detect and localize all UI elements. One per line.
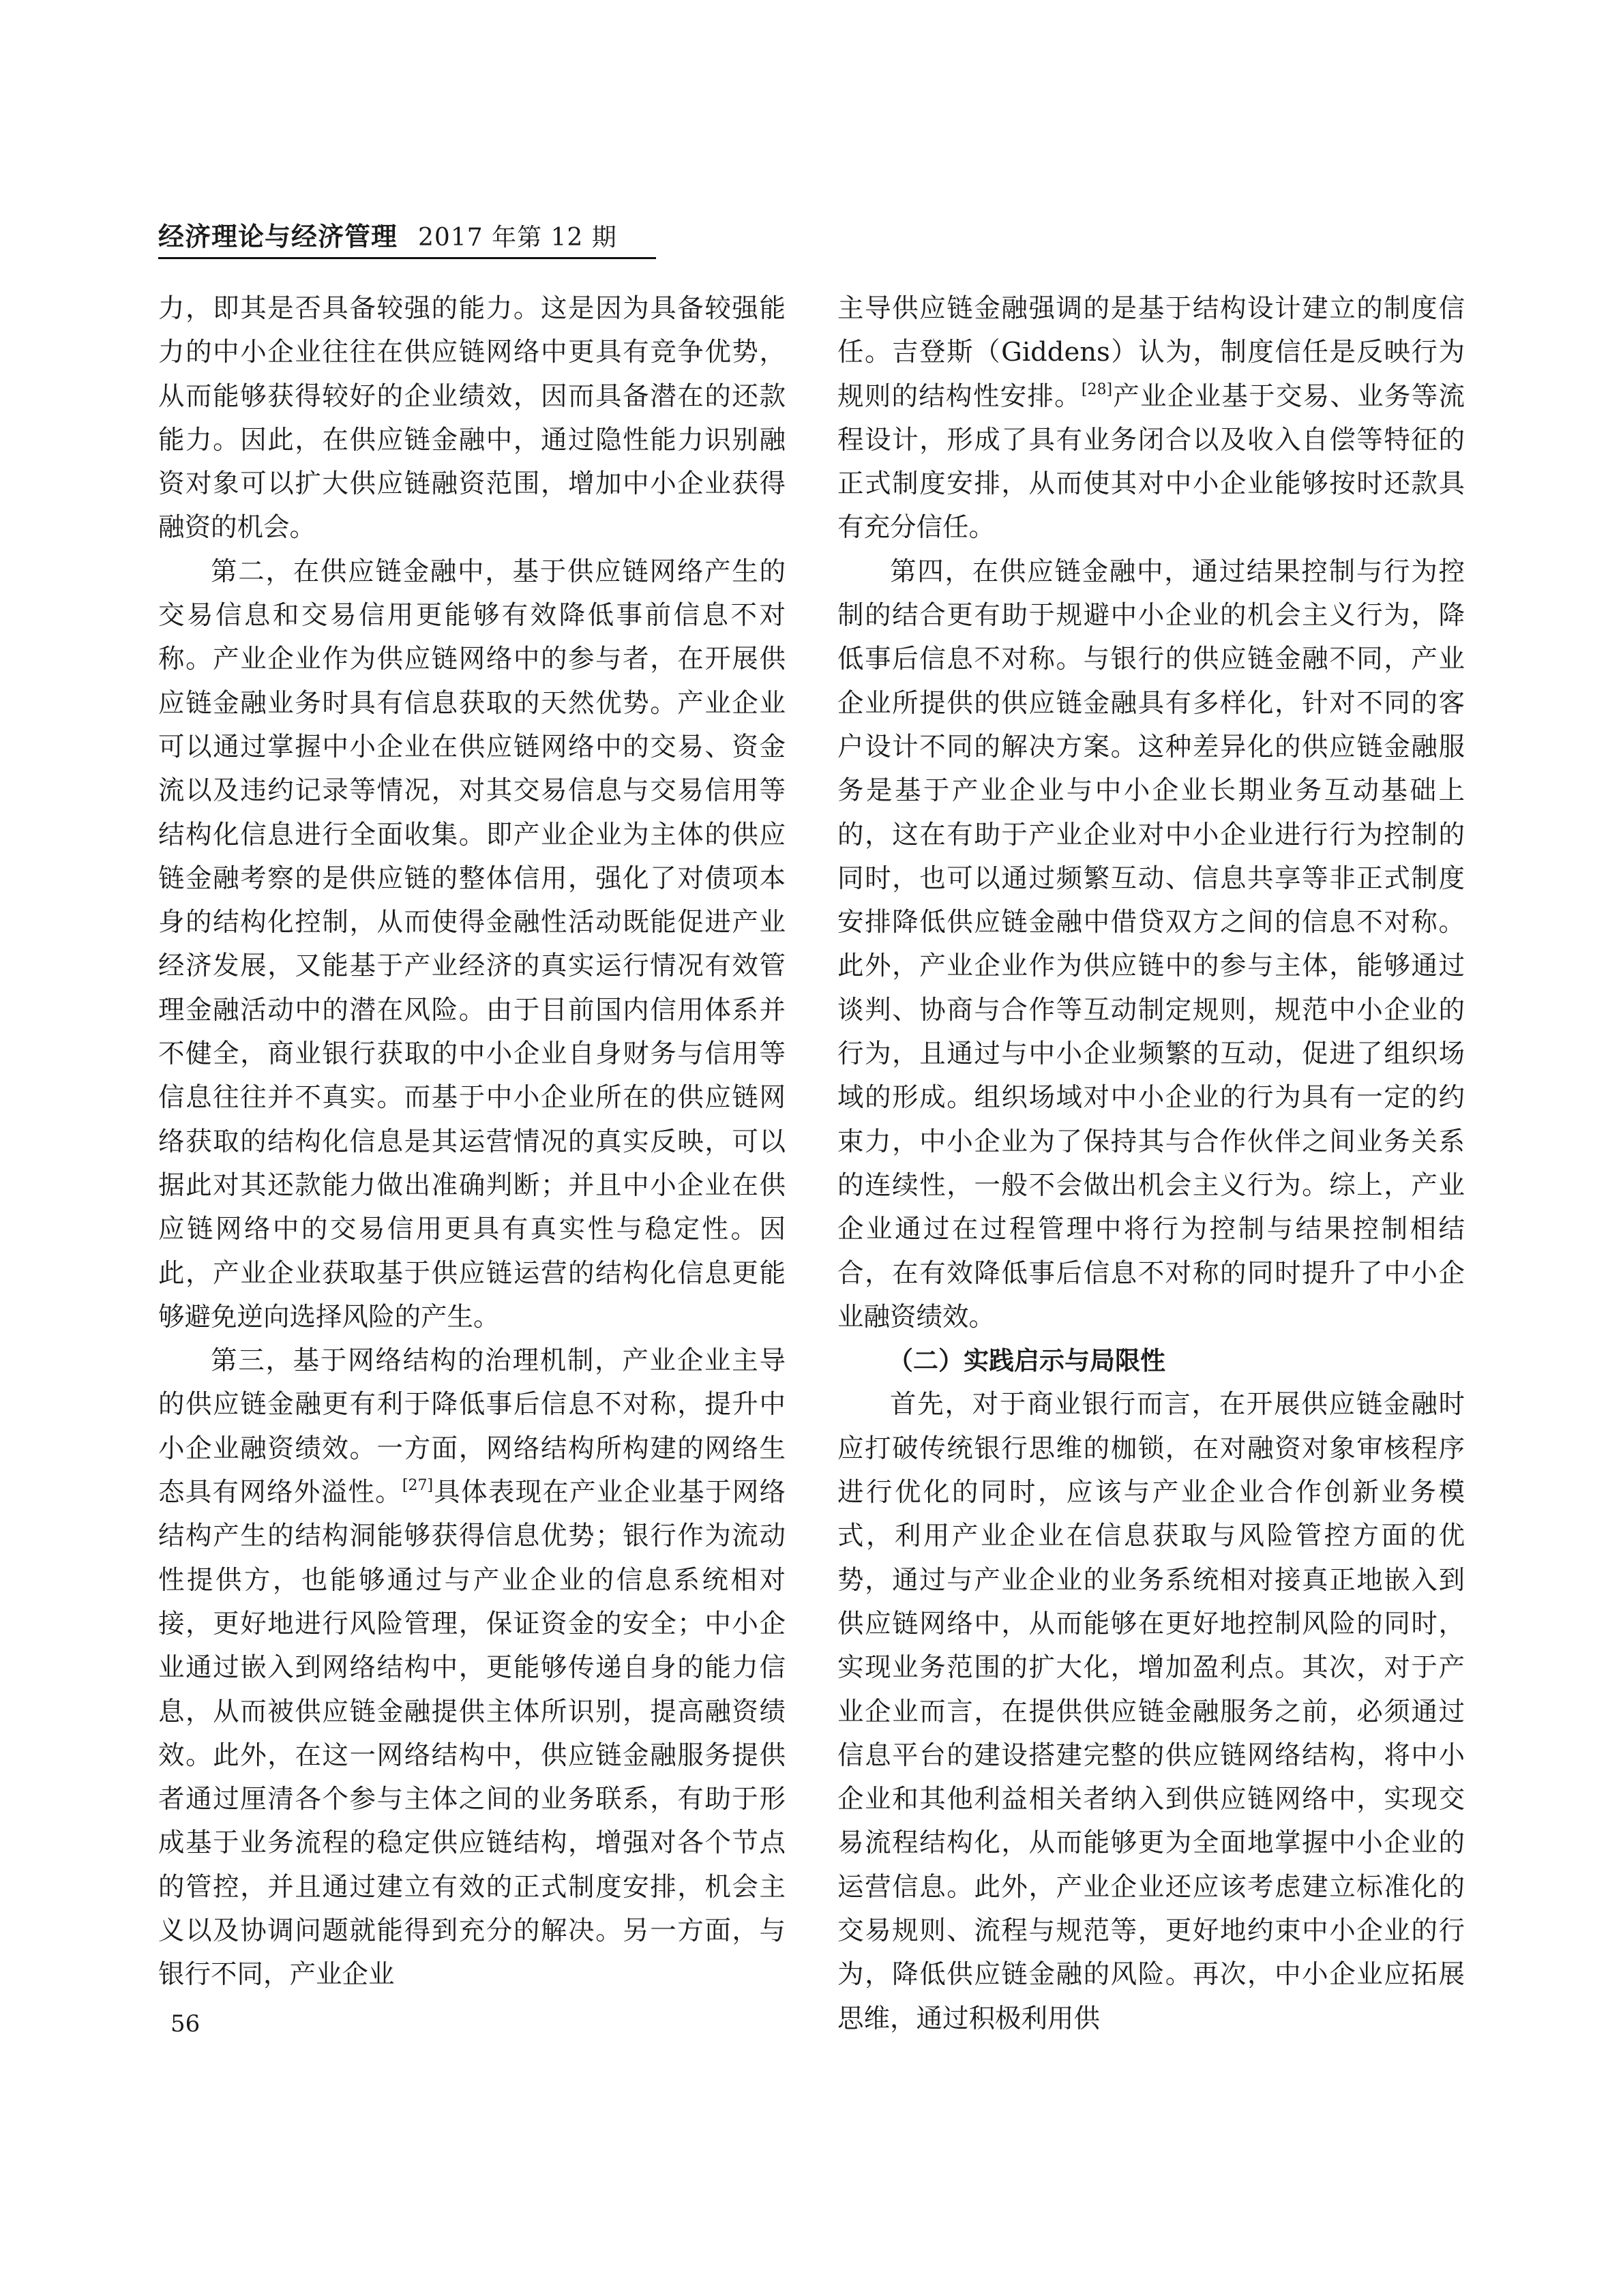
left-column bbox=[158, 287, 786, 1997]
paragraph-second: 第二，在供应链金融中，基于供应链网络产生的交易信息和交易信用更能够有效降低事前信息不对称。产业企业作为供应链网络中的参与者，在开展供应链金融业务时具有信息获取的天然优势。产业企业可以通过掌握中小企业在供应链网络中的交易、资金流以及违约记录等情况，对其交易信息与交易信用等结构化信息进行全面收集。即产业企业为主体的供应链金融考察的是供应链的整体信用，强化了对债项本身的结构化控制，从而使得金融性活动既能促进产业经济发展，又能基于产业经济的真实运行情况有效管理金融活动中的潜在风险。由于目前国内信用体系并不健全，商业银行获取的中小企业自身财务与信用等信息往往并不真实。而基于中小企业所在的供应链网络获取的结构化信息是其运营情况的真实反映，可以据此对其还款能力做出准确判断；并且中小企业在供应链网络中的交易信用更具有真实性与稳定性。因此，产业企业获取基于供应链运营的结构化信息更能够避免逆向选择风险的产生。 bbox=[158, 556, 786, 1332]
citation-27: [27] bbox=[402, 1477, 434, 1495]
paragraph-continued-part1: 主导供应链金融强调的是基于结构设计建立的制度信任。吉登斯（Giddens）认为，制度信任是反映行为规则的结构性安排。 bbox=[837, 293, 1465, 412]
issue-label: 2017 年第 12 期 bbox=[418, 224, 617, 252]
page-number: 56 bbox=[170, 2010, 200, 2038]
paragraph-third bbox=[158, 1339, 786, 1997]
citation-28: [28] bbox=[1081, 381, 1113, 398]
paragraph-continued-part2: 产业企业基于交易、业务等流程设计，形成了具有业务闭合以及收入自偿等特征的正式制度安排，从而使其对中小企业能够按时还款具有充分信任。 bbox=[837, 381, 1465, 543]
right-column bbox=[837, 287, 1465, 2041]
journal-title: 经济理论与经济管理 bbox=[158, 222, 398, 252]
section-heading: （二）实践启示与局限性 bbox=[888, 1346, 1165, 1376]
paragraph-implications: 首先，对于商业银行而言，在开展供应链金融时应打破传统银行思维的枷锁，在对融资对象审核程序进行优化的同时，应该与产业企业合作创新业务模式，利用产业企业在信息获取与风险管控方面的优势，通过与产业企业的业务系统相对接真正地嵌入到供应链网络中，从而能够在更好地控制风险的同时，实现业务范围的扩大化，增加盈利点。其次，对于产业企业而言，在提供供应链金融服务之前，必须通过信息平台的建设搭建完整的供应链网络结构，将中小企业和其他利益相关者纳入到供应链网络中，实现交易流程结构化，从而能够更为全面地掌握中小企业的运营信息。此外，产业企业还应该考虑建立标准化的交易规则、流程与规范等，更好地约束中小企业的行为，降低供应链金融的风险。再次，中小企业应拓展思维，通过积极利用供 bbox=[837, 1389, 1465, 2034]
paragraph-third-part1: 第三，基于网络结构的治理机制，产业企业主导的供应链金融更有利于降低事后信息不对称，提升中小企业融资绩效。一方面，网络结构所构建的网络生态具有网络外溢性。 bbox=[158, 1345, 786, 1508]
paragraph-continued: 力，即其是否具备较强的能力。这是因为具备较强能力的中小企业往往在供应链网络中更具有竞争优势，从而能够获得较好的企业绩效，因而具备潜在的还款能力。因此，在供应链金融中，通过隐性能力识别融资对象可以扩大供应链融资范围，增加中小企业获得融资的机会。 bbox=[158, 293, 786, 543]
running-header bbox=[158, 217, 656, 259]
paragraph-fourth: 第四，在供应链金融中，通过结果控制与行为控制的结合更有助于规避中小企业的机会主义行为，降低事后信息不对称。与银行的供应链金融不同，产业企业所提供的供应链金融具有多样化，针对不同的客户设计不同的解决方案。这种差异化的供应链金融服务是基于产业企业与中小企业长期业务互动基础上的，这在有助于产业企业对中小企业进行行为控制的同时，也可以通过频繁互动、信息共享等非正式制度安排降低供应链金融中借贷双方之间的信息不对称。此外，产业企业作为供应链中的参与主体，能够通过谈判、协商与合作等互动制定规则，规范中小企业的行为，且通过与中小企业频繁的互动，促进了组织场域的形成。组织场域对中小企业的行为具有一定的约束力，中小企业为了保持其与合作伙伴之间业务关系的连续性，一般不会做出机会主义行为。综上，产业企业通过在过程管理中将行为控制与结果控制相结合，在有效降低事后信息不对称的同时提升了中小企业融资绩效。 bbox=[837, 556, 1465, 1332]
paragraph-third-part2: 具体表现在产业企业基于网络结构产生的结构洞能够获得信息优势；银行作为流动性提供方，也能够通过与产业企业的信息系统相对接，更好地进行风险管理，保证资金的安全；中小企业通过嵌入到网络结构中，更能够传递自身的能力信息，从而被供应链金融提供主体所识别，提高融资绩效。此外，在这一网络结构中，供应链金融服务提供者通过厘清各个参与主体之间的业务联系，有助于形成基于业务流程的稳定供应链结构，增强对各个节点的管控，并且通过建立有效的正式制度安排，机会主义以及协调问题就能得到充分的解决。另一方面，与银行不同，产业企业 bbox=[158, 1477, 786, 1991]
paragraph-third-continued bbox=[837, 287, 1465, 550]
